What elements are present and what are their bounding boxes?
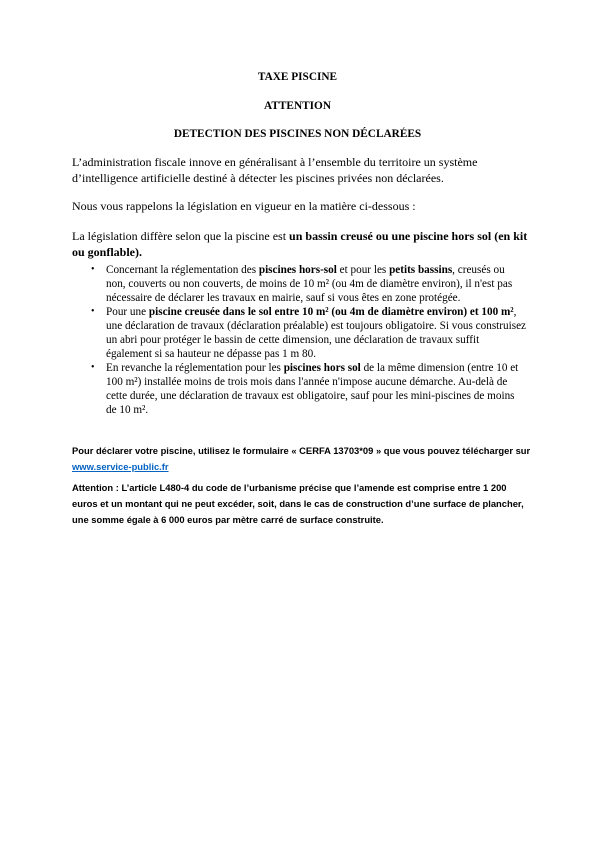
legislation-text: La législation diffère selon que la piscine est — [72, 229, 290, 243]
bullet-icon: • — [91, 362, 95, 373]
attention-heading: ATTENTION — [264, 100, 331, 112]
bullet-icon: • — [91, 264, 95, 275]
list-item — [72, 263, 527, 305]
detection-heading: DETECTION DES PISCINES NON DÉCLARÉES — [173, 128, 422, 140]
list-item-bold: piscines hors sol — [283, 362, 361, 374]
list-item-text: En revanche la réglementation pour les — [106, 362, 284, 374]
declaration-text: Pour déclarer votre piscine, utilisez le formulaire « CERFA 13703*09 » que vous pouvez télécharger sur — [72, 445, 531, 456]
document-title: TAXE PISCINE — [257, 71, 338, 83]
service-public-link[interactable]: www.service-public.fr — [72, 461, 169, 472]
list-item-bold: piscines hors-sol — [258, 264, 337, 276]
list-item-text: de la même dimension (entre 10 et 100 m²) installée moins de trois mois dans l'année n'impose aucune démarche. Au-delà de cette durée, une déclaration de travaux est obligatoire, sauf pour les mini-piscines de moins de 10 m². — [106, 362, 519, 416]
legislation-paragraph — [72, 229, 532, 260]
list-item-text: , une déclaration de travaux (déclaration préalable) est toujours obligatoire. Si vous construisez un abri pour protéger le bassin de cette dimension, une déclaration de travaux suffit également si sa hauteur ne dépasse pas 1 m 80. — [106, 306, 527, 360]
declaration-paragraph — [72, 443, 532, 475]
list-item-text: et pour les — [336, 264, 390, 276]
fine-paragraph: Attention : L’article L480-4 du code de l’urbanisme précise que l’amende est comprise entre 1 200 euros et un montant qui ne peut excéder, soit, dans le cas de construction d’une surface de plancher, une somme égale à 6 000 euros par mètre carré de surface construite. — [72, 482, 524, 525]
bullet-icon: • — [91, 306, 95, 317]
list-item — [72, 305, 527, 361]
list-item-bold: piscine creusée dans le sol entre 10 m² (ou 4m de diamètre environ) et 100 m² — [148, 306, 514, 318]
intro-paragraph: L’administration fiscale innove en généralisant à l’ensemble du territoire un système d’intelligence artificielle destiné à détecter les piscines privées non déclarées. — [72, 155, 478, 185]
list-item-text: , creusés ou non, couverts ou non couverts, de moins de 10 m² (ou 4m de diamètre environ), il n'est pas nécessaire de déclarer les travaux en mairie, sauf si vous êtes en zone protégée. — [106, 264, 513, 304]
list-item — [72, 361, 527, 417]
list-item-bold: petits bassins — [389, 264, 453, 276]
legislation-bold-text: un bassin creusé ou une piscine hors sol (en kit ou gonflable). — [72, 229, 528, 259]
regulation-list — [72, 263, 527, 417]
rappel-paragraph: Nous vous rappelons la législation en vigueur en la matière ci-dessous : — [72, 199, 416, 213]
list-item-text: Concernant la réglementation des — [106, 264, 259, 276]
list-item-text: Pour une — [106, 306, 149, 318]
